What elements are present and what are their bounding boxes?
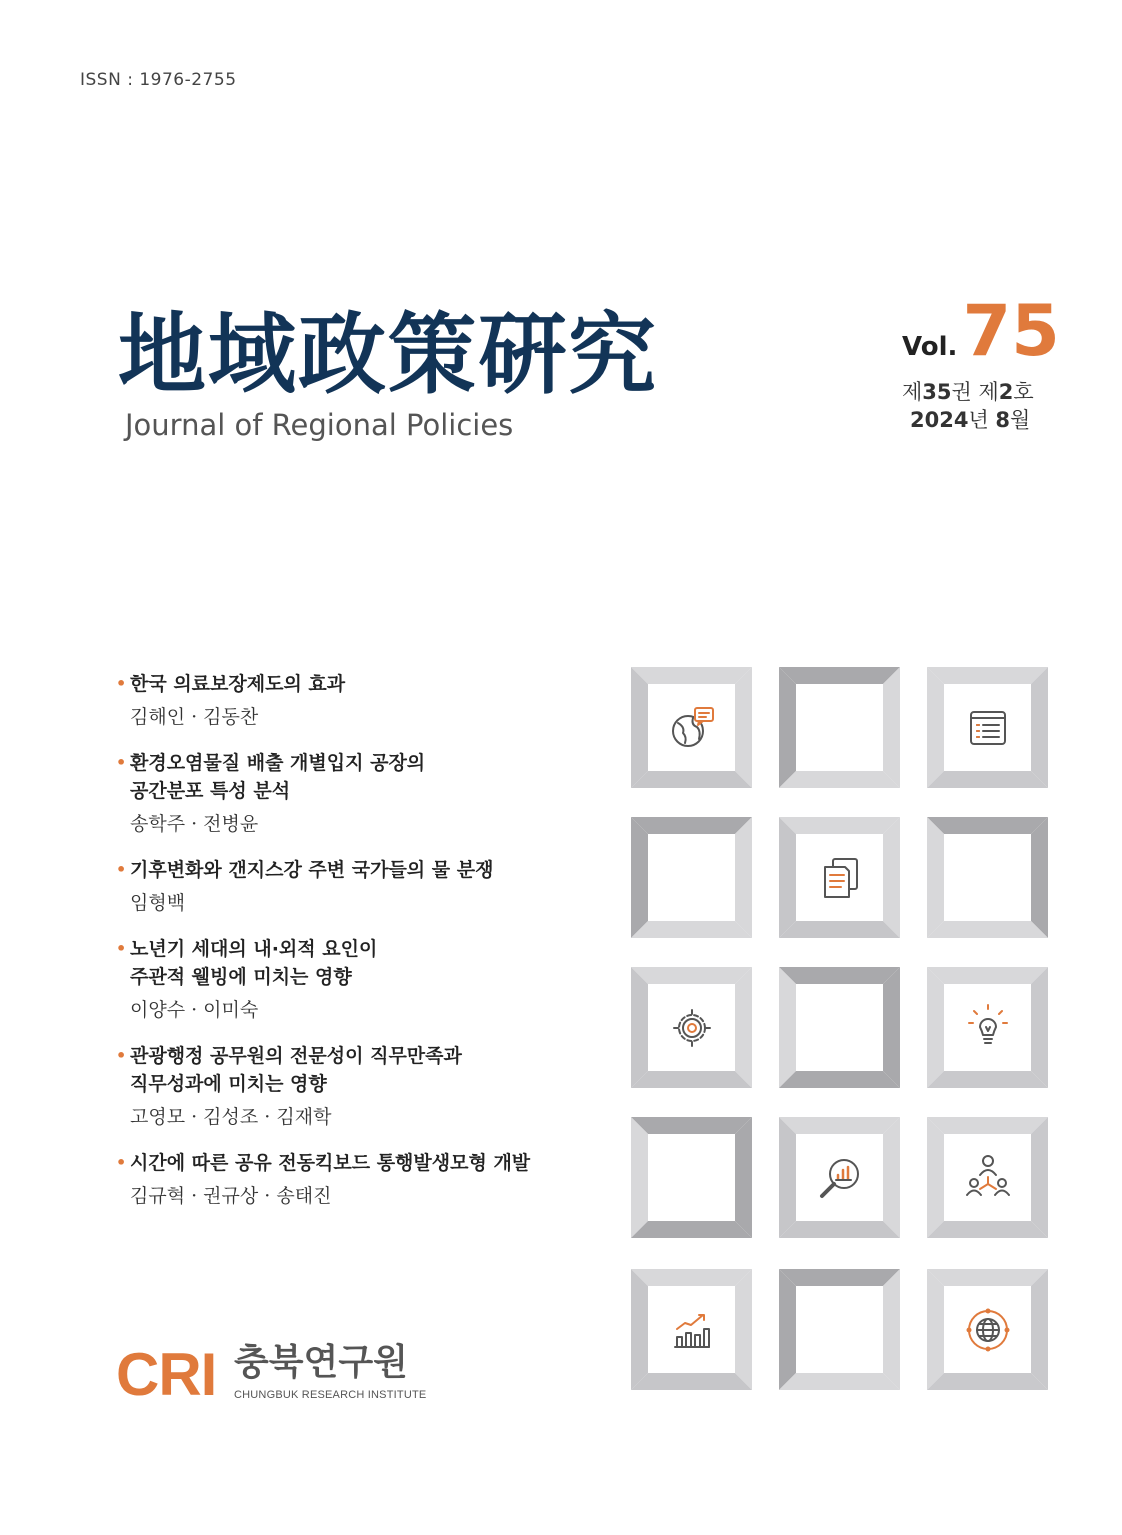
journal-title-en: Journal of Regional Policies [125,408,514,442]
vol-number: 75 [962,290,1060,372]
article-title: 기후변화와 갠지스강 주변 국가들의 물 분쟁 [130,859,494,881]
issue-info: 제35권 제2호 [902,380,1034,404]
article-title: 노년기 세대의 내·외적 요인이 주관적 웰빙에 미치는 영향 [130,938,378,988]
article-item: • 관광행정 공무원의 전문성이 직무만족과 직무성과에 미치는 영향 고영모 · 김성조 · 김재학 [116,1042,596,1129]
tile [631,817,752,938]
publisher-name-en: CHUNGBUK RESEARCH INSTITUTE [234,1389,427,1401]
tile [927,667,1048,788]
tile [927,817,1048,938]
tile [779,967,900,1088]
decorative-tile-grid [631,667,1048,1390]
article-title: 시간에 따른 공유 전동킥보드 통행발생모형 개발 [130,1152,531,1174]
tile [927,967,1048,1088]
tile [779,1117,900,1238]
vol-label: Vol. [902,332,958,362]
article-title: 환경오염물질 배출 개별입지 공장의 공간분포 특성 분석 [130,752,426,802]
people-network-icon [964,1153,1012,1201]
article-authors: 김규혁 · 권규상 · 송태진 [130,1185,332,1207]
issue-date: 2024년 8월 [910,408,1031,432]
article-authors: 송학주 · 전병윤 [130,813,259,835]
logo-cri: CRI [116,1341,217,1408]
article-title: 한국 의료보장제도의 효과 [130,673,346,695]
tile [631,967,752,1088]
tile [927,1117,1048,1238]
article-authors: 이양수 · 이미숙 [130,999,259,1021]
article-authors: 김해인 · 김동찬 [130,706,259,728]
magnifier-chart-icon [817,1155,863,1201]
documents-icon [821,857,861,899]
list-icon [969,709,1007,747]
lightbulb-icon [967,1003,1009,1051]
article-authors: 임형백 [130,892,186,914]
tile [779,817,900,938]
issn: ISSN : 1976-2755 [80,70,237,90]
volume [902,290,1060,372]
article-list [116,670,596,1228]
gear-icon [672,1008,712,1048]
tile [927,1269,1048,1390]
tile [631,667,752,788]
tile [779,667,900,788]
article-item: • 기후변화와 갠지스강 주변 국가들의 물 분쟁 임형백 [116,856,596,915]
journal-title-cjk: 地域政策硏究 [118,302,659,406]
article-title: 관광행정 공무원의 전문성이 직무만족과 직무성과에 미치는 영향 [130,1045,462,1095]
tile [631,1117,752,1238]
globe-chat-icon [669,705,715,751]
tile [779,1269,900,1390]
globe-target-icon [965,1307,1011,1353]
tile [631,1269,752,1390]
article-item: • 한국 의료보장제도의 효과 김해인 · 김동찬 [116,670,596,729]
article-item: • 환경오염물질 배출 개별입지 공장의 공간분포 특성 분석 송학주 · 전병윤 [116,749,596,836]
article-authors: 고영모 · 김성조 · 김재학 [130,1106,332,1128]
article-item: • 노년기 세대의 내·외적 요인이 주관적 웰빙에 미치는 영향 이양수 · 이미숙 [116,935,596,1022]
publisher-name-kr: 충북연구원 [234,1342,408,1383]
growth-chart-icon [671,1309,713,1351]
article-item: • 시간에 따른 공유 전동킥보드 통행발생모형 개발 김규혁 · 권규상 · 송태진 [116,1149,596,1208]
